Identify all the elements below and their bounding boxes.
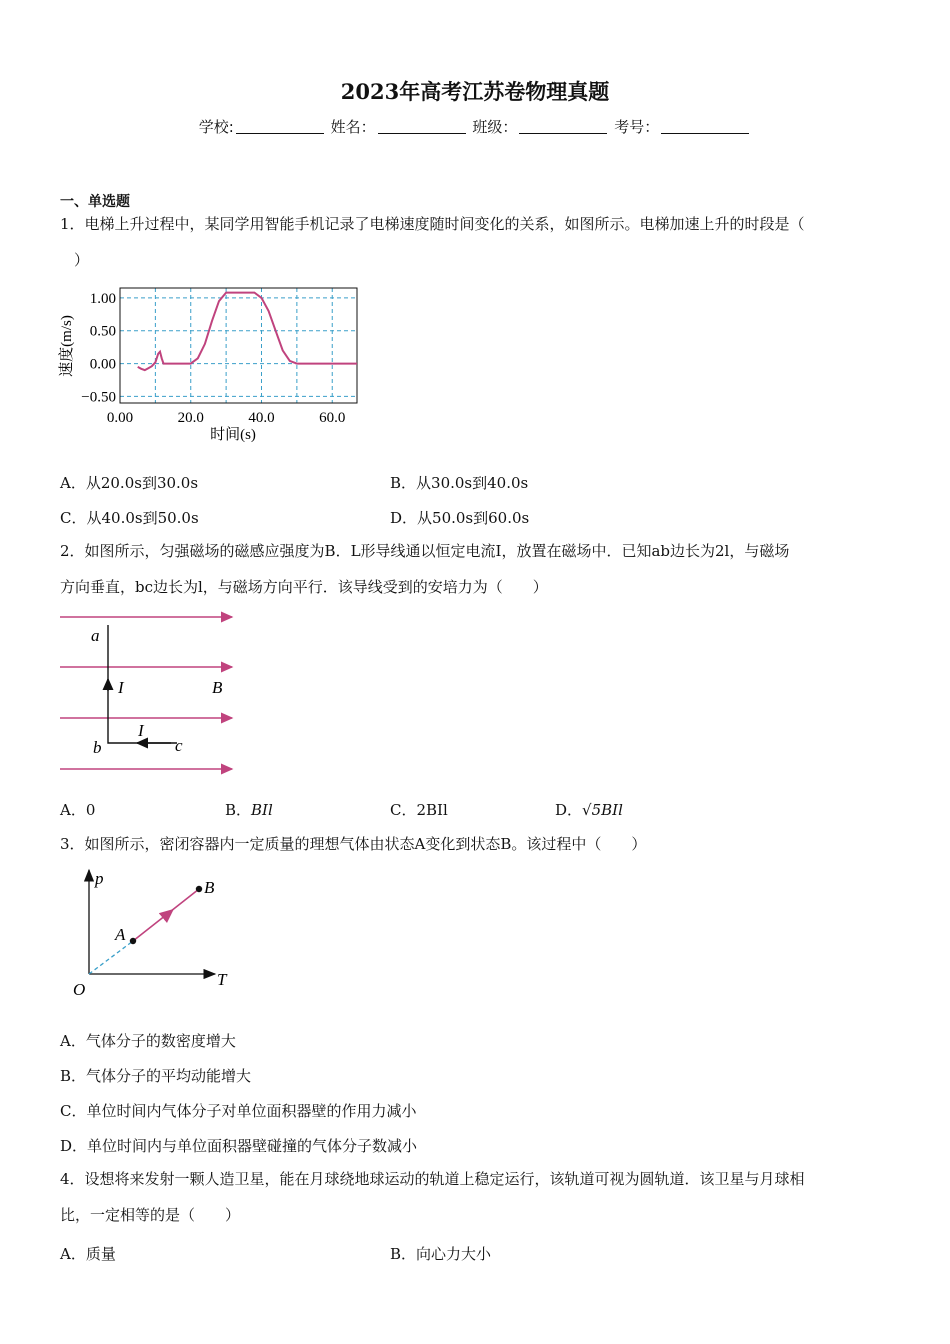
q1-option-c[interactable] bbox=[60, 507, 199, 528]
q4-option-b[interactable] bbox=[390, 1243, 491, 1264]
state-a-point bbox=[130, 938, 136, 944]
option-letter: A． bbox=[60, 1032, 86, 1050]
option-text: 0 bbox=[85, 801, 96, 819]
label-current-vertical: I bbox=[118, 678, 124, 697]
class-blank[interactable] bbox=[519, 119, 607, 134]
x-tick-label: 40.0 bbox=[248, 410, 275, 426]
option-letter: C． bbox=[60, 1102, 87, 1120]
option-letter: A． bbox=[60, 474, 86, 492]
number-label: 考号： bbox=[614, 118, 660, 136]
y-tick-label: 0.50 bbox=[89, 323, 116, 340]
question-4 bbox=[60, 1161, 890, 1233]
pressure-temperature-graph bbox=[65, 862, 245, 1002]
state-b-point bbox=[196, 886, 202, 892]
option-letter: A． bbox=[60, 1245, 86, 1263]
school-label: 学校: bbox=[198, 118, 234, 136]
chart-grid bbox=[120, 288, 357, 403]
process-direction-arrow bbox=[163, 913, 169, 918]
question-text: 电梯上升过程中，某同学用智能手机记录了电梯速度随时间变化的关系，如图所示。电梯加速上升的时段是（ bbox=[84, 215, 805, 233]
label-state-a: A bbox=[115, 925, 126, 944]
student-info-line bbox=[0, 116, 950, 137]
q3-option-c[interactable] bbox=[60, 1100, 417, 1121]
option-text: √5BIl bbox=[582, 801, 623, 819]
label-p: p bbox=[95, 869, 104, 888]
question-text: 比，一定相等的是（ ） bbox=[60, 1206, 241, 1224]
q1-option-d[interactable] bbox=[390, 507, 529, 528]
option-text: 气体分子的数密度增大 bbox=[85, 1032, 236, 1050]
q2-option-c[interactable] bbox=[390, 799, 448, 820]
option-letter: B． bbox=[390, 474, 417, 492]
page-title: 2023年高考江苏卷物理真题 bbox=[340, 79, 610, 104]
option-text: 从40.0s到50.0s bbox=[86, 509, 199, 527]
label-current-horizontal: I bbox=[138, 721, 144, 740]
velocity-time-chart bbox=[55, 282, 375, 452]
option-text: 从30.0s到40.0s bbox=[416, 474, 529, 492]
question-number: 4． bbox=[60, 1170, 85, 1188]
question-text: 设想将来发射一颗人造卫星，能在月球绕地球运动的轨道上稳定运行，该轨道可视为圆轨道．该卫星与月球相 bbox=[84, 1170, 805, 1188]
option-letter: D． bbox=[555, 801, 583, 819]
section-title: 一、单选题 bbox=[60, 194, 130, 210]
option-text: 单位时间内气体分子对单位面积器壁的作用力减小 bbox=[86, 1102, 417, 1120]
name-blank[interactable] bbox=[378, 119, 466, 134]
q2-option-d[interactable] bbox=[555, 799, 623, 820]
x-tick-label: 0.00 bbox=[106, 410, 134, 426]
number-blank[interactable] bbox=[661, 119, 749, 134]
label-origin: O bbox=[73, 980, 86, 999]
option-text: 从20.0s到30.0s bbox=[85, 474, 199, 492]
q2-option-a[interactable] bbox=[60, 799, 95, 820]
name-label: 姓名： bbox=[330, 118, 376, 136]
option-letter: C． bbox=[60, 509, 87, 527]
question-2 bbox=[60, 533, 890, 605]
y-tick-label: −0.50 bbox=[81, 389, 116, 406]
label-t: T bbox=[217, 970, 227, 989]
question-number: 1． bbox=[60, 215, 85, 233]
q4-option-a[interactable] bbox=[60, 1243, 116, 1264]
option-letter: D． bbox=[60, 1137, 88, 1155]
q1-option-b[interactable] bbox=[390, 472, 528, 493]
option-text: 向心力大小 bbox=[416, 1245, 492, 1263]
q2-option-b[interactable] bbox=[225, 799, 273, 820]
label-field-b: B bbox=[212, 678, 223, 697]
q1-option-a[interactable] bbox=[60, 472, 198, 493]
option-text: 质量 bbox=[85, 1245, 116, 1263]
option-letter: B． bbox=[60, 1067, 87, 1085]
question-text-end: ） bbox=[74, 251, 90, 269]
q3-option-a[interactable] bbox=[60, 1030, 236, 1051]
y-axis-label: 速度(m/s) bbox=[59, 315, 75, 377]
question-text: 方向垂直，bc边长为l，与磁场方向平行．该导线受到的安培力为（ ） bbox=[60, 578, 548, 596]
option-letter: C． bbox=[390, 801, 417, 819]
school-blank[interactable] bbox=[236, 119, 324, 134]
y-tick-label: 0.00 bbox=[89, 356, 116, 373]
class-label: 班级： bbox=[472, 118, 518, 136]
label-b: b bbox=[93, 738, 102, 757]
x-axis-label: 时间(s) bbox=[210, 427, 256, 443]
question-number: 2． bbox=[60, 542, 85, 560]
question-1 bbox=[60, 206, 890, 278]
option-text: BIl bbox=[251, 801, 273, 819]
q3-option-b[interactable] bbox=[60, 1065, 251, 1086]
option-letter: A． bbox=[60, 801, 86, 819]
label-state-b: B bbox=[204, 878, 215, 897]
option-letter: B． bbox=[390, 1245, 417, 1263]
dashed-extension bbox=[89, 941, 133, 974]
q3-option-d[interactable] bbox=[60, 1135, 417, 1156]
option-text: 从50.0s到60.0s bbox=[417, 509, 530, 527]
option-text: 单位时间内与单位面积器壁碰撞的气体分子数减小 bbox=[87, 1137, 418, 1155]
question-text: 如图所示，密闭容器内一定质量的理想气体由状态A变化到状态B。该过程中（ ） bbox=[84, 835, 647, 853]
option-text: 气体分子的平均动能增大 bbox=[86, 1067, 252, 1085]
option-text: 2BIl bbox=[416, 801, 448, 819]
question-number: 3． bbox=[60, 835, 85, 853]
x-tick-labels bbox=[107, 410, 345, 426]
velocity-curve bbox=[138, 293, 357, 371]
option-letter: D． bbox=[390, 509, 418, 527]
label-a: a bbox=[91, 626, 100, 645]
x-tick-label: 20.0 bbox=[177, 410, 204, 426]
magnetic-field-figure bbox=[55, 603, 245, 783]
option-letter: B． bbox=[225, 801, 252, 819]
y-tick-labels bbox=[81, 291, 116, 406]
question-3 bbox=[60, 826, 890, 862]
x-tick-label: 60.0 bbox=[319, 410, 346, 426]
question-text: 如图所示，匀强磁场的磁感应强度为B．L形导线通以恒定电流I，放置在磁场中．已知ab边长为2l，与磁场 bbox=[84, 542, 790, 560]
y-tick-label: 1.00 bbox=[89, 290, 116, 307]
label-c: c bbox=[175, 736, 183, 755]
